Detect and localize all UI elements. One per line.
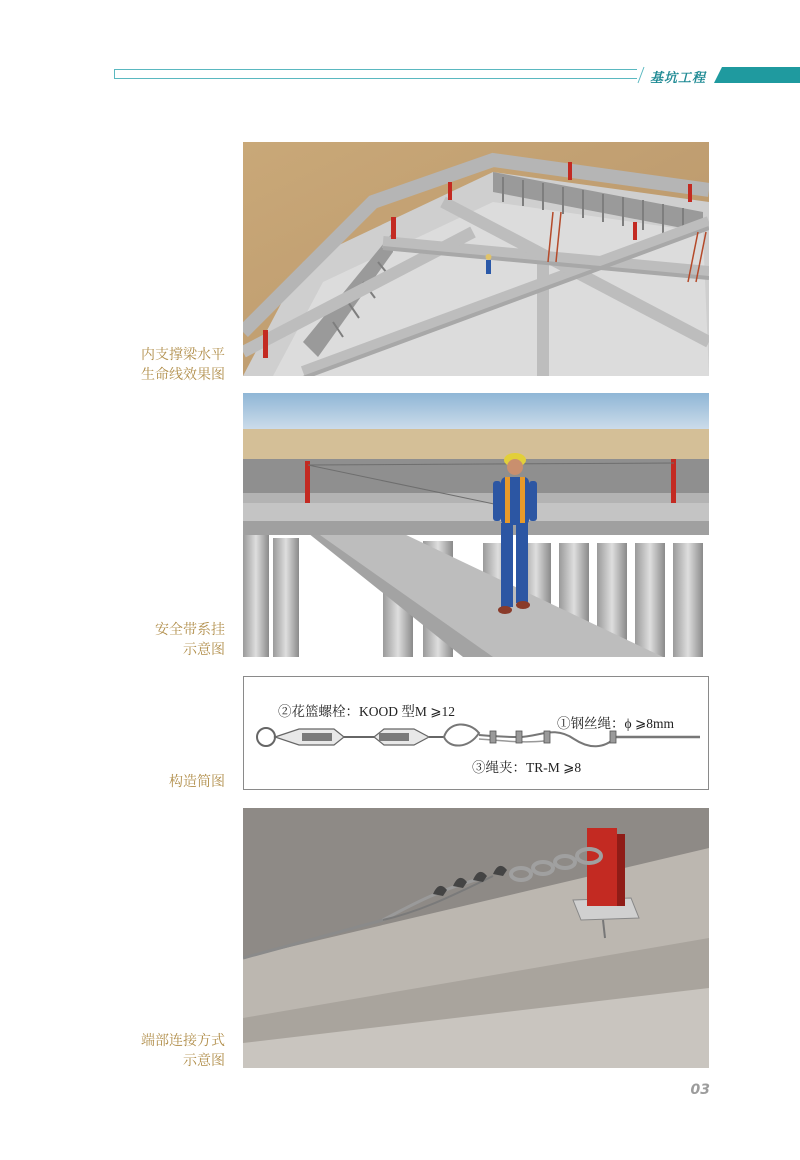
page-number: 03 bbox=[690, 1082, 710, 1098]
caption-structure bbox=[169, 772, 225, 792]
caption-end-connection bbox=[141, 1031, 225, 1071]
caption-line: 安全带系挂 bbox=[155, 622, 225, 638]
harness-render bbox=[243, 393, 709, 657]
label-wire-rope: ①钢丝绳：ϕ ⩾8mm bbox=[557, 716, 675, 731]
end-connection-render bbox=[243, 808, 709, 1068]
caption-line: 内支撑梁水平 bbox=[141, 347, 225, 363]
caption-line: 端部连接方式 bbox=[141, 1033, 225, 1049]
chapter-title: 基坑工程 bbox=[650, 71, 707, 86]
caption-harness bbox=[155, 620, 225, 660]
caption-line: 示意图 bbox=[183, 642, 225, 658]
label-rope-clamp: ③绳夹：TR-M ⩾8 bbox=[472, 760, 582, 775]
strut-lifeline-render bbox=[243, 142, 709, 376]
caption-strut-lifeline bbox=[141, 345, 225, 385]
header-rule bbox=[114, 69, 637, 79]
caption-line: 生命线效果图 bbox=[141, 367, 225, 383]
caption-line: 示意图 bbox=[183, 1053, 225, 1069]
label-turnbuckle: ②花篮螺栓：KOOD 型M ⩾12 bbox=[278, 704, 456, 719]
structure-diagram bbox=[243, 676, 709, 790]
caption-line: 构造简图 bbox=[169, 774, 225, 790]
